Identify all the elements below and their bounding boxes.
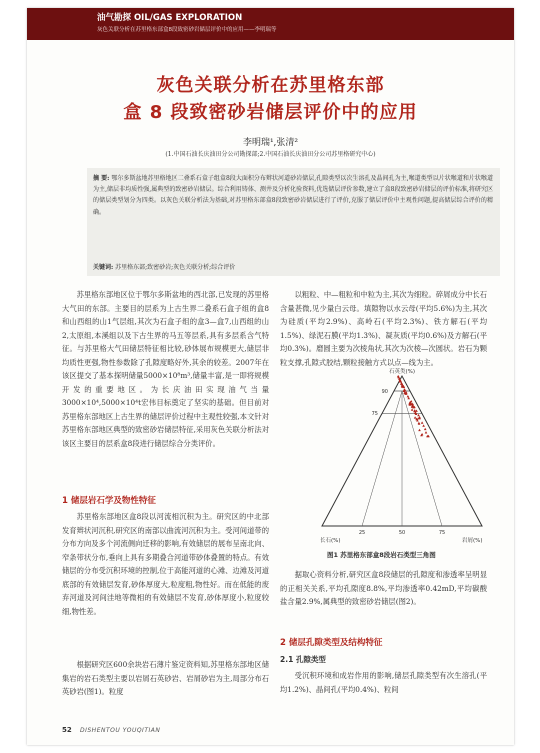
keywords <box>93 262 493 271</box>
abstract-label: 摘 要: <box>93 175 110 182</box>
sample-point <box>411 408 414 410</box>
tick-75: 75 <box>371 411 378 417</box>
sample-point <box>425 431 428 433</box>
tick-75-bottom: 75 <box>438 530 446 536</box>
running-title: 灰色关联分析在苏里格东部盒8段致密砂岩储层评价中的应用——李明瑞等 <box>97 27 277 33</box>
right-column-p3: 受沉积环境和成岩作用的影响,储层孔隙类型有次生溶孔(平均1.2%)、晶间孔(平均0.4%)、粒间 <box>280 671 487 694</box>
ternary-split-right <box>402 391 442 526</box>
sample-point <box>418 429 421 431</box>
article-title-line1: 灰色关联分析在苏里格东部 <box>156 75 385 96</box>
abstract-text: 鄂尔多斯盆地苏里格地区二叠系石盒子组盒8段大面积分布辫状河道砂岩储层,孔隙类型以次生溶孔及晶间孔为主,喉道类型以片状喉道和片状喉道为主,储层非均质性强,属典型的致密砂岩储层。综合利用铸体、测井及分析化验资料,优选储层评价参数,建立了盒8段致密砂岩储层的评价标准,将研究区的储层类型划分为四类。以灰色关联分析法为基础,对苏里格东部盒8段致密砂岩储层进行了评价,克服了储层评价中主观性问题,提高储层综合评价的精确。 <box>93 175 493 216</box>
page-footer <box>62 726 160 734</box>
right-column-p2: 据取心资料分析,研究区盒8段储层的孔隙度和渗透率呈明显的正相关关系,平均孔隙度8.8%,平均渗透率0.42mD,平均碳酸盐含量2.9%,属典型的致密砂岩储层(图2)。 <box>280 570 487 606</box>
left-column-p3: 根据研究区600余块岩石薄片鉴定资料知,苏里格东部地区储集岩的岩石类型主要以岩屑石英砂岩、岩屑砂岩为主,局部分布石英砂岩(图1)。粒度 <box>62 660 269 696</box>
ternary-diagram <box>312 366 497 544</box>
sample-point <box>422 424 425 426</box>
ternary-split-left <box>362 391 402 526</box>
page-number: 52 <box>62 726 72 734</box>
journal-name: 油气勘探 OIL/GAS EXPLORATION <box>97 13 243 23</box>
left-axis-label: 长石(%) <box>320 538 341 544</box>
footer-journal: DISHENTOU YOUQITIAN <box>79 727 161 734</box>
sample-point <box>410 400 413 402</box>
keywords-text: 苏里格东部;致密砂岩;灰色关联分析;综合评价 <box>115 264 236 271</box>
sample-point <box>421 433 424 435</box>
right-column-p1: 以粗粒、中—粗粒和中粒为主,其次为细粒。碎屑成分中长石含量甚微,见少量白云母。填隙物以水云母(平均5.6%)为主,其次为硅质(平均2.9%)、高岭石(平均2.3%)、铁方解石(平均1.5%)、绿泥石膜(平均1.3%)、凝灰质(平均0.6%)及方解石(平均0.3%)。磨圆主要为次棱角状,其次为次棱—次圆状。岩石为颗粒支撑,孔隙式胶结,颗粒接触方式以点—线为主。 <box>280 290 487 367</box>
apex-label: 石英类(%) <box>388 369 416 375</box>
tick-50: 50 <box>398 530 406 536</box>
sample-point <box>417 414 420 416</box>
tick-25: 25 <box>358 530 366 536</box>
article-title-line2: 盒 8 段致密砂岩储层评价中的应用 <box>123 102 418 123</box>
abstract <box>93 173 493 218</box>
section-heading-2: 2 储层孔隙类型及结构特征 <box>280 638 383 648</box>
subsection-heading-2-1: 2.1 孔隙类型 <box>280 655 326 664</box>
left-column-p1: 苏里格东部地区位于鄂尔多斯盆地的西北部,已发现的苏里格大气田的东部。主要目的层系为上古生界二叠系石盒子组的盒8和山西组的山1气层组,其次为石盒子组的盒3—盒7,山西组的山2,太原组,本溪组以及下古生界的马五等层系,具有多层系含气特征。与苏里格大气田储层特征相比较,砂体展布规模更大,储层非均质性更强,物性参数除了孔隙度略好外,其余的较差。2007年在该区提交了基本探明储量5000×10⁸m³,储量丰富,是一即将规模开发的重要地区。为长庆油田实现油气当量3000×10⁴,5000×10⁴t宏伟目标奠定了坚实的基础。但目前对苏里格东部地区上古生界的储层评价过程中主观性较强,本文针对苏里格东部地区典型的致密砂岩储层特征,采用灰色关联分析法对该区主要目的层系盒8段进行储层综合分类评价。 <box>62 290 269 448</box>
sample-point <box>424 428 427 430</box>
tick-90: 90 <box>381 389 388 395</box>
keywords-label: 关键词: <box>93 264 114 271</box>
right-axis-label: 岩屑(%) <box>462 538 483 544</box>
section-heading-1: 1 储层岩石学及物性特征 <box>62 496 156 506</box>
sample-point <box>407 395 410 397</box>
affiliations: (1.中国石油长庆油田分公司勘探部;2.中国石油长庆油田分公司苏里格研究中心) <box>165 151 376 158</box>
sample-point <box>397 375 400 377</box>
sample-point <box>414 416 417 418</box>
sample-point <box>421 421 424 423</box>
journal-header-band <box>27 8 514 40</box>
authors: 李明瑞¹,张清² <box>242 138 299 148</box>
left-column-p2: 苏里格东部地区盒8段以河流相沉积为主。研究区的中北部发育辫状河沉积,研究区的南部以曲流河沉积为主。受河间道带的分布方向及多个河流侧向迁移的影响,有效储层的展布呈南北向、窄条带状分布,垂向上具有多期叠合河道带砂体叠置的特点。有效储层的分布受沉积环境的控制,位于高能河道的心滩、边滩及河道底部的有效储层发育,砂体厚度大,粒度粗,物性好。而在低能的废弃河道及河间洼地等微相的有效储层不发育,砂体厚度小,粒度较细,物性差。 <box>62 512 269 616</box>
figure-1-caption: 图1 苏里格东部盒8段岩石类型三角图 <box>327 551 436 559</box>
paper-page <box>27 8 514 745</box>
sample-point <box>418 422 421 424</box>
